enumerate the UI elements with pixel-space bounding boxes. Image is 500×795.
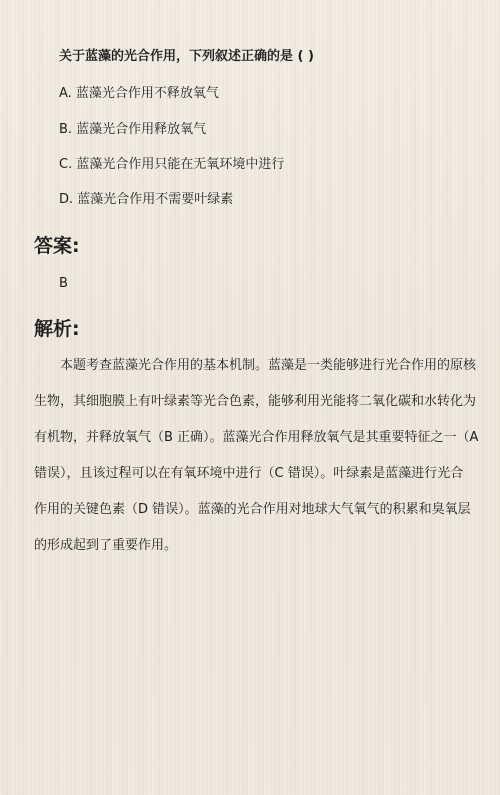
option-d: D. 蓝藻光合作用不需要叶绿素: [59, 192, 234, 207]
option-c: C. 蓝藻光合作用只能在无氧环境中进行: [59, 157, 285, 172]
analysis-line: 本题考查蓝藻光合作用的基本机制。蓝藻是一类能够进行光合作用的原核: [60, 358, 477, 373]
analysis-line: 的形成起到了重要作用。: [34, 538, 178, 553]
answer-value: B: [59, 276, 68, 291]
analysis-line: 错误），且该过程可以在有氧环境中进行（C 错误）。叶绿素是蓝藻进行光合: [34, 466, 464, 481]
question-text: 关于蓝藻的光合作用，下列叙述正确的是 ( ): [59, 49, 314, 64]
analysis-line: 作用的关键色素（D 错误）。蓝藻的光合作用对地球大气氧气的积累和臭氧层: [34, 502, 471, 517]
analysis-heading: 解析:: [34, 318, 80, 340]
option-b: B. 蓝藻光合作用释放氧气: [59, 122, 207, 137]
analysis-line: 生物，其细胞膜上有叶绿素等光合色素，能够利用光能将二氧化碳和水转化为: [34, 394, 477, 409]
answer-heading: 答案:: [34, 235, 80, 257]
option-a: A. 蓝藻光合作用不释放氧气: [59, 86, 219, 101]
analysis-paragraph: [34, 356, 479, 572]
analysis-line: 有机物，并释放氧气（B 正确）。蓝藻光合作用释放氧气是其重要特征之一（A: [34, 430, 479, 445]
